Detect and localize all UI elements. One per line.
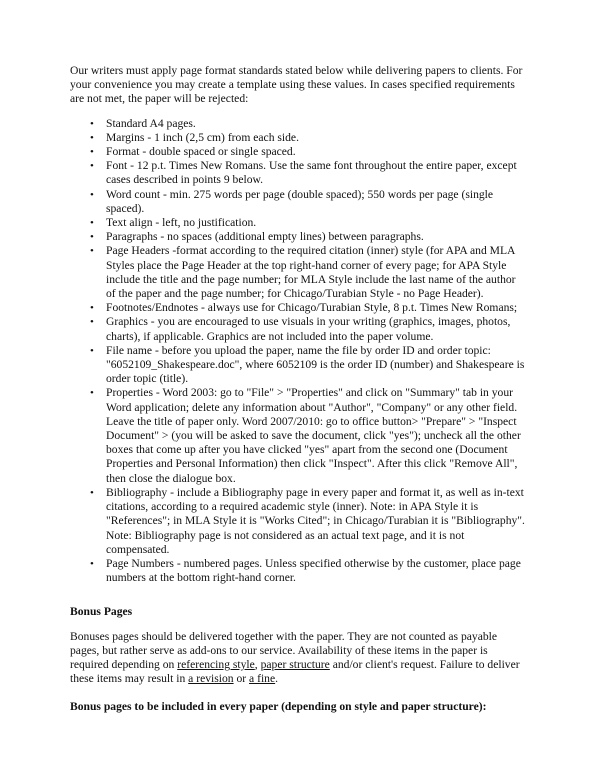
bullet-icon: • xyxy=(90,117,94,130)
bullet-icon: • xyxy=(90,486,94,499)
bonus-text: , xyxy=(254,657,261,671)
list-item-text: Bibliography - include a Bibliography page in every paper and format it, as well as in-text citations, according to a required academic style (inner). Note: in APA Style it is "References"; in MLA Style it is "Works Cited"; in Chicago/Turabian it is "Bibliography". Note: Bibliography page is not considered as an actual text page, and it is not compensated. xyxy=(106,485,525,556)
document-page xyxy=(70,64,526,715)
bullet-icon: • xyxy=(90,131,94,144)
bullet-icon: • xyxy=(90,387,94,400)
list-item xyxy=(70,486,526,557)
bonus-pages-heading: Bonus Pages xyxy=(70,605,133,619)
list-item-text: Text align - left, no justification. xyxy=(106,216,257,230)
fine-link[interactable]: a fine xyxy=(249,672,276,686)
bullet-icon: • xyxy=(90,344,94,357)
list-item xyxy=(70,188,526,216)
list-item-text: File name - before you upload the paper, name the file by order ID and order topic: "6052109_Shakespeare.doc", where 6052109 is the order ID (number) and Shakespeare is order topic (title). xyxy=(106,343,525,386)
list-item-text: Paragraphs - no spaces (additional empty lines) between paragraphs. xyxy=(106,230,424,244)
revision-link[interactable]: a revision xyxy=(188,672,234,686)
bonus-text: . xyxy=(275,672,279,686)
list-item-text: Standard A4 pages. xyxy=(106,116,196,130)
list-item-text: Page Headers -format according to the required citation (inner) style (for APA and MLA Styles place the Page Header at the top right-hand corner of every page; for APA Style include the title and the page number; for MLA Style include the last name of the author of the paper and the page number; for Chicago/Turabian Style - no Page Header). xyxy=(106,244,516,301)
list-item xyxy=(70,230,526,244)
list-item-text: Font - 12 p.t. Times New Romans. Use the same font throughout the entire paper, except cases described in points 9 below. xyxy=(106,159,517,187)
bonus-pages-subheading: Bonus pages to be included in every paper (depending on style and paper structure): xyxy=(70,700,487,714)
list-item xyxy=(70,159,526,187)
list-item-text: Graphics - you are encouraged to use visuals in your writing (graphics, images, photos, charts), if applicable. Graphics are not included into the paper volume. xyxy=(106,315,511,343)
bullet-icon: • xyxy=(90,231,94,244)
list-item-text: Margins - 1 inch (2,5 cm) from each side. xyxy=(106,130,299,144)
bonus-paragraph xyxy=(70,630,526,687)
bullet-icon: • xyxy=(90,316,94,329)
list-item xyxy=(70,145,526,159)
bullet-icon: • xyxy=(90,302,94,315)
list-item xyxy=(70,131,526,145)
bullet-icon: • xyxy=(90,188,94,201)
list-item-text: Page Numbers - numbered pages. Unless specified otherwise by the customer, place page numbers at the bottom right-hand corner. xyxy=(106,556,521,585)
bonus-text: Bonuses pages should be delivered together with the paper. They are not counted as payable pages, but rather serve as add-ons to our service. Availability of these items in the paper is required depending on xyxy=(70,629,498,671)
list-item xyxy=(70,557,526,585)
bullet-icon: • xyxy=(90,160,94,173)
referencing-style-link[interactable]: referencing style xyxy=(177,657,255,671)
list-item-text: Word count - min. 275 words per page (double spaced); 550 words per page (single spaced). xyxy=(106,187,494,215)
bullet-icon: • xyxy=(90,217,94,230)
bullet-icon: • xyxy=(90,146,94,159)
list-item xyxy=(70,344,526,387)
intro-paragraph: Our writers must apply page format standards stated below while delivering papers to clients. For your convenience you may create a template using these values. In cases specified requirements are not met, the paper will be rejected: xyxy=(70,64,523,106)
bullet-icon: • xyxy=(90,557,94,570)
bonus-text: or xyxy=(233,672,250,686)
list-item-text: Properties - Word 2003: go to "File" > "Properties" and click on "Summary" tab in your Word application; delete any information about "Author", "Company" or any other field. Leave the title of paper only. Word 2007/2010: go to office button> "Prepare" > "Inspect Document" > (you will be asked to save the document, click "yes"); uncheck all the other boxes that come up after you have clicked "yes" apart from the second one (Document Properties and Personal Information) then click "Inspect". After this click "Remove All", then close the dialogue box. xyxy=(106,386,521,485)
list-item xyxy=(70,315,526,343)
paper-structure-link[interactable]: paper structure xyxy=(260,657,330,671)
list-item xyxy=(70,216,526,230)
list-item-text: Footnotes/Endnotes - always use for Chicago/Turabian Style, 8 p.t. Times New Romans; xyxy=(106,301,518,315)
list-item xyxy=(70,117,526,131)
list-item xyxy=(70,244,526,301)
bullet-icon: • xyxy=(90,245,94,258)
bonus-text: and/or client's request. Failure to deliver these items may result in xyxy=(70,657,520,686)
list-item xyxy=(70,301,526,315)
list-item-text: Format - double spaced or single spaced. xyxy=(106,145,296,159)
list-item xyxy=(70,386,526,485)
requirements-list xyxy=(70,117,526,586)
